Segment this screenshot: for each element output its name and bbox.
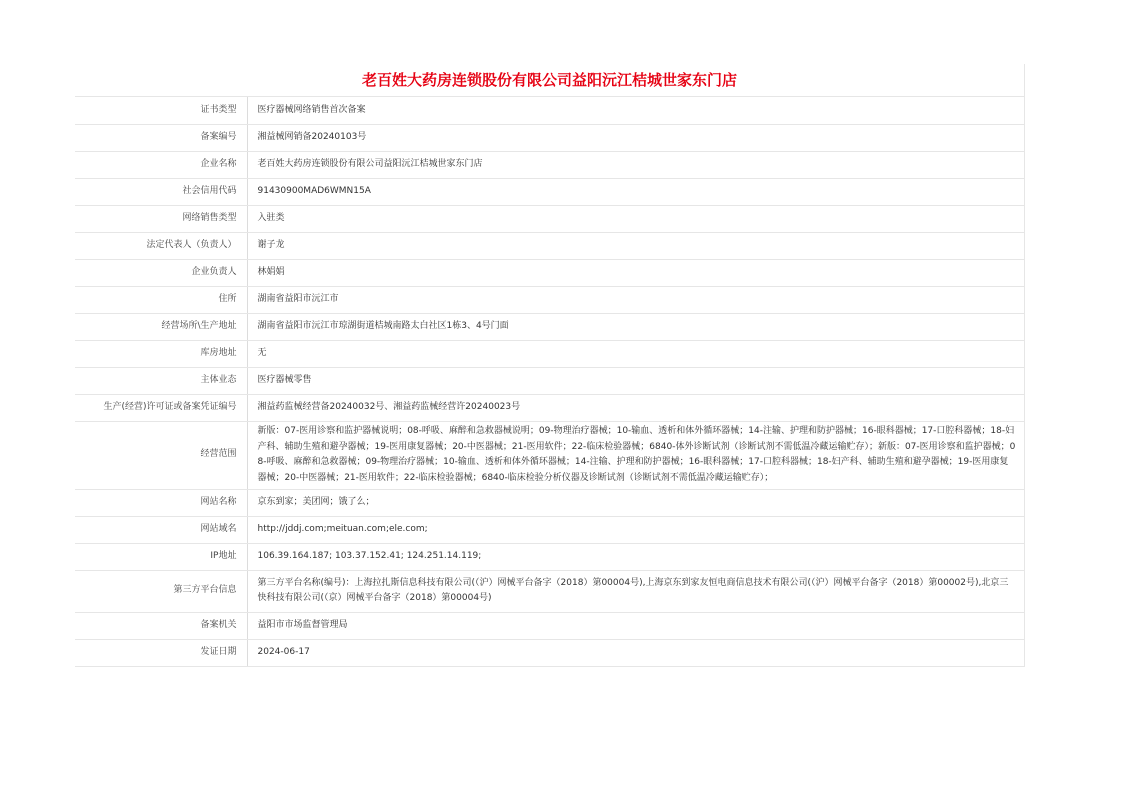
field-label: 网络销售类型: [75, 205, 247, 232]
table-row: [75, 124, 1025, 151]
table-row: [75, 205, 1025, 232]
table-row: [75, 543, 1025, 570]
field-value: 医疗器械网络销售首次备案: [247, 97, 1025, 124]
field-value: 林娟娟: [247, 259, 1025, 286]
field-label: 备案编号: [75, 124, 247, 151]
field-label: 经营范围: [75, 421, 247, 489]
field-value: 湘益药监械经营备20240032号、湘益药监械经营许20240023号: [247, 394, 1025, 421]
field-label: 主体业态: [75, 367, 247, 394]
record-table: [75, 97, 1025, 667]
table-row: [75, 313, 1025, 340]
field-label: 发证日期: [75, 639, 247, 666]
field-label: 证书类型: [75, 97, 247, 124]
field-label: 第三方平台信息: [75, 570, 247, 612]
field-value: 2024-06-17: [247, 639, 1025, 666]
certificate-document: [75, 64, 1025, 667]
field-label: 法定代表人（负责人）: [75, 232, 247, 259]
field-value: 老百姓大药房连锁股份有限公司益阳沅江桔城世家东门店: [247, 151, 1025, 178]
page-title: 老百姓大药房连锁股份有限公司益阳沅江桔城世家东门店: [75, 64, 1025, 97]
table-row: [75, 421, 1025, 489]
field-value: 益阳市市场监督管理局: [247, 612, 1025, 639]
field-value: 谢子龙: [247, 232, 1025, 259]
table-row: [75, 97, 1025, 124]
table-row: [75, 340, 1025, 367]
field-label: 库房地址: [75, 340, 247, 367]
field-label: 企业名称: [75, 151, 247, 178]
table-row: [75, 394, 1025, 421]
field-label: 网站名称: [75, 489, 247, 516]
field-value: 新版：07-医用诊察和监护器械说明；08-呼吸、麻醉和急救器械说明；09-物理治疗器械；10-输血、透析和体外循环器械；14-注输、护理和防护器械；16-眼科器械；17-口腔科器械；18-妇产科、辅助生殖和避孕器械；19-医用康复器械；20-中医器械；21-医用软件；22-临床检验器械；6840-体外诊断试剂（诊断试剂不需低温冷藏运输贮存）；新版：07-医用诊察和监护器械；08-呼吸、麻醉和急救器械；09-物理治疗器械；10-输血、透析和体外循环器械；14-注输、护理和防护器械；16-眼科器械；17-口腔科器械；18-妇产科、辅助生殖和避孕器械；19-医用康复器械；20-中医器械；21-医用软件；22-临床检验器械；6840-临床检验分析仪器及诊断试剂（诊断试剂不需低温冷藏运输贮存）；: [247, 421, 1025, 489]
table-row: [75, 516, 1025, 543]
field-label: 住所: [75, 286, 247, 313]
field-value: 第三方平台名称(编号)：上海拉扎斯信息科技有限公司(（沪）网械平台备字（2018）第00004号),上海京东到家友恒电商信息技术有限公司(（沪）网械平台备字（2018）第00002号),北京三快科技有限公司(（京）网械平台备字（2018）第00004号): [247, 570, 1025, 612]
field-value: 106.39.164.187; 103.37.152.41; 124.251.14.119;: [247, 543, 1025, 570]
table-row: [75, 259, 1025, 286]
field-value: 91430900MAD6WMN15A: [247, 178, 1025, 205]
field-label: 社会信用代码: [75, 178, 247, 205]
field-value: 湘益械网销备20240103号: [247, 124, 1025, 151]
table-row: [75, 612, 1025, 639]
field-label: IP地址: [75, 543, 247, 570]
table-row: [75, 367, 1025, 394]
field-value: http://jddj.com;meituan.com;ele.com;: [247, 516, 1025, 543]
field-label: 生产(经营)许可证或备案凭证编号: [75, 394, 247, 421]
field-value: 无: [247, 340, 1025, 367]
field-value: 京东到家；美团网；饿了么；: [247, 489, 1025, 516]
field-label: 网站域名: [75, 516, 247, 543]
field-value: 湖南省益阳市沅江市: [247, 286, 1025, 313]
field-value: 医疗器械零售: [247, 367, 1025, 394]
table-row: [75, 639, 1025, 666]
field-value: 入驻类: [247, 205, 1025, 232]
table-row: [75, 232, 1025, 259]
field-label: 企业负责人: [75, 259, 247, 286]
table-row: [75, 286, 1025, 313]
field-value: 湖南省益阳市沅江市琼湖街道桔城南路太白社区1栋3、4号门面: [247, 313, 1025, 340]
field-label: 经营场所\生产地址: [75, 313, 247, 340]
table-row: [75, 178, 1025, 205]
field-label: 备案机关: [75, 612, 247, 639]
table-row: [75, 570, 1025, 612]
table-row: [75, 489, 1025, 516]
table-row: [75, 151, 1025, 178]
